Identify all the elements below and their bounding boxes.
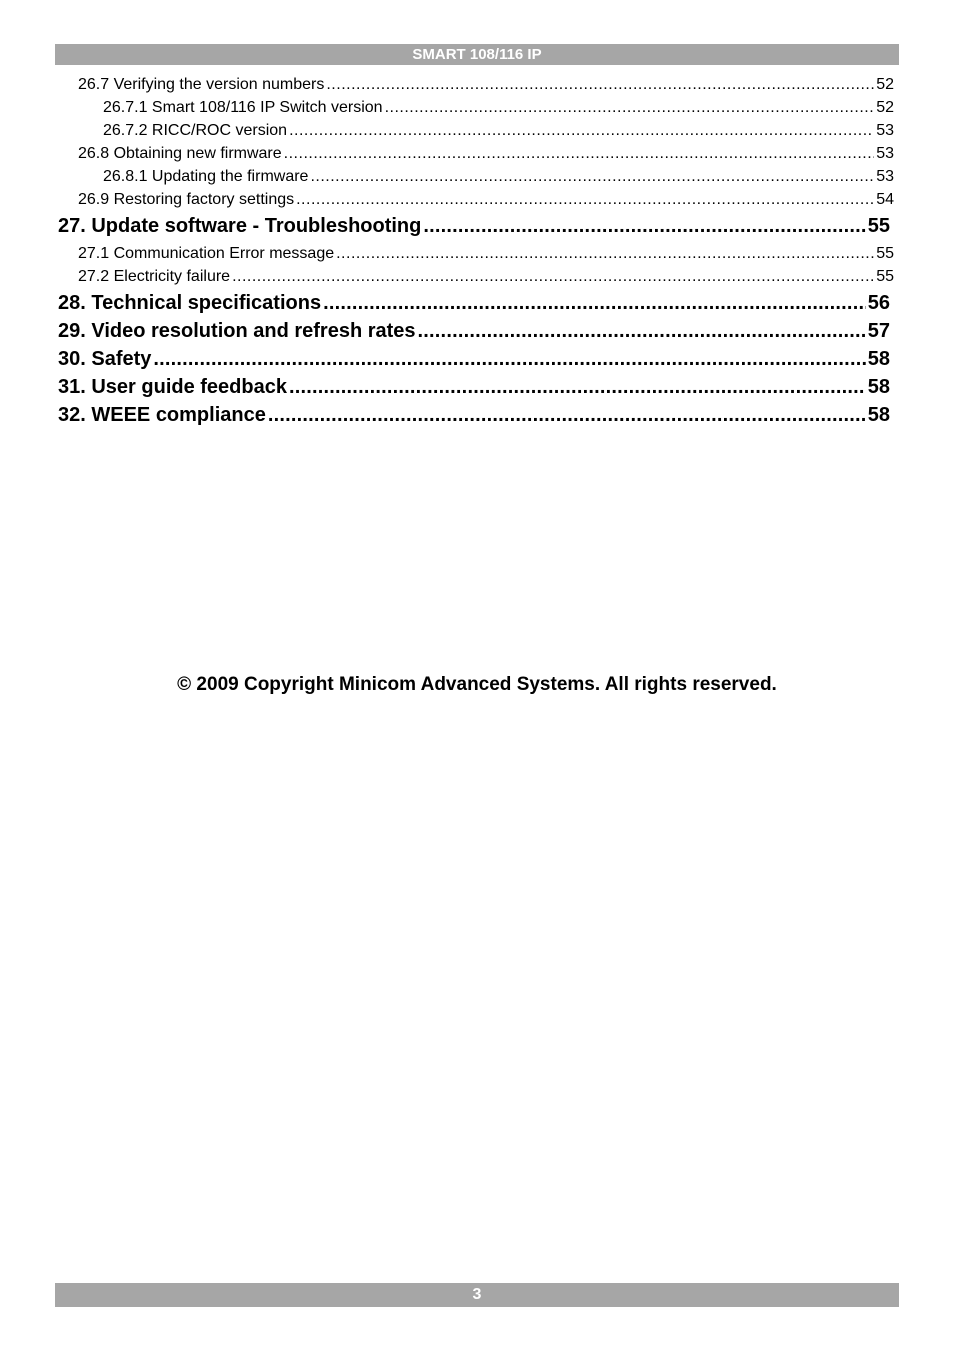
toc-entry-page: 58 [867,404,890,426]
toc-entry[interactable] [78,242,894,265]
toc-leader [232,265,874,288]
toc-entry-page: 52 [876,76,894,93]
toc-entry[interactable] [103,165,894,188]
toc-entry-label: 31. User guide feedback [58,376,287,398]
toc-leader [326,73,874,96]
toc-chapter-entry[interactable] [58,373,890,401]
toc-entry-label: 27. Update software - Troubleshooting [58,215,422,237]
toc-entry-page: 56 [867,292,890,314]
toc-leader [310,165,874,188]
toc-entry-page: 55 [876,268,894,285]
toc-entry-label: 26.7.1 Smart 108/116 IP Switch version [103,99,383,116]
toc-entry-label: 26.8 Obtaining new firmware [78,145,282,162]
copyright-notice: © 2009 Copyright Minicom Advanced Systems. All rights reserved. [177,674,777,695]
toc-chapter-entry[interactable] [58,212,890,240]
toc-leader [284,142,875,165]
toc-entry-label: 26.7.2 RICC/ROC version [103,122,288,139]
header-title: SMART 108/116 IP [412,46,542,63]
toc-entry-label: 32. WEEE compliance [58,404,266,426]
toc-entry-label: 26.9 Restoring factory settings [78,191,295,208]
toc-entry-label: 27.1 Communication Error message [78,245,335,262]
toc-entry-page: 54 [876,191,894,208]
toc-entry-label: 26.7 Verifying the version numbers [78,76,325,93]
toc-entry-page: 53 [876,145,894,162]
toc-entry-page: 58 [867,348,890,370]
toc-leader [423,212,865,240]
toc-entry-page: 53 [876,168,894,185]
toc-entry-page: 55 [876,245,894,262]
page-header [55,44,899,65]
toc-entry-page: 58 [867,376,890,398]
toc-chapter-entry[interactable] [58,289,890,317]
toc-chapter-entry[interactable] [58,317,890,345]
toc-leader [296,188,874,211]
page-number: 3 [472,1286,482,1303]
toc-entry-label: 29. Video resolution and refresh rates [58,320,416,342]
toc-leader [336,242,874,265]
toc-entry[interactable] [78,142,894,165]
toc-leader [418,317,866,345]
toc-entry[interactable] [78,188,894,211]
toc-entry[interactable] [103,119,894,142]
toc-leader [153,345,865,373]
toc-leader [385,96,875,119]
toc-entry-page: 52 [876,99,894,116]
toc-leader [268,401,866,429]
toc-entry-label: 26.8.1 Updating the firmware [103,168,309,185]
toc-leader [323,289,866,317]
toc-entry-page: 53 [876,122,894,139]
toc-entry[interactable] [103,96,894,119]
toc-entry-page: 55 [867,215,890,237]
toc-leader [289,373,866,401]
toc-entry-page: 57 [867,320,890,342]
toc-chapter-entry[interactable] [58,345,890,373]
toc-entry-label: 28. Technical specifications [58,292,322,314]
toc-leader [289,119,874,142]
toc-entry-label: 27.2 Electricity failure [78,268,231,285]
toc-entry-label: 30. Safety [58,348,152,370]
toc-chapter-entry[interactable] [58,401,890,429]
toc-entry[interactable] [78,73,894,96]
page-footer [55,1283,899,1307]
toc-entry[interactable] [78,265,894,288]
